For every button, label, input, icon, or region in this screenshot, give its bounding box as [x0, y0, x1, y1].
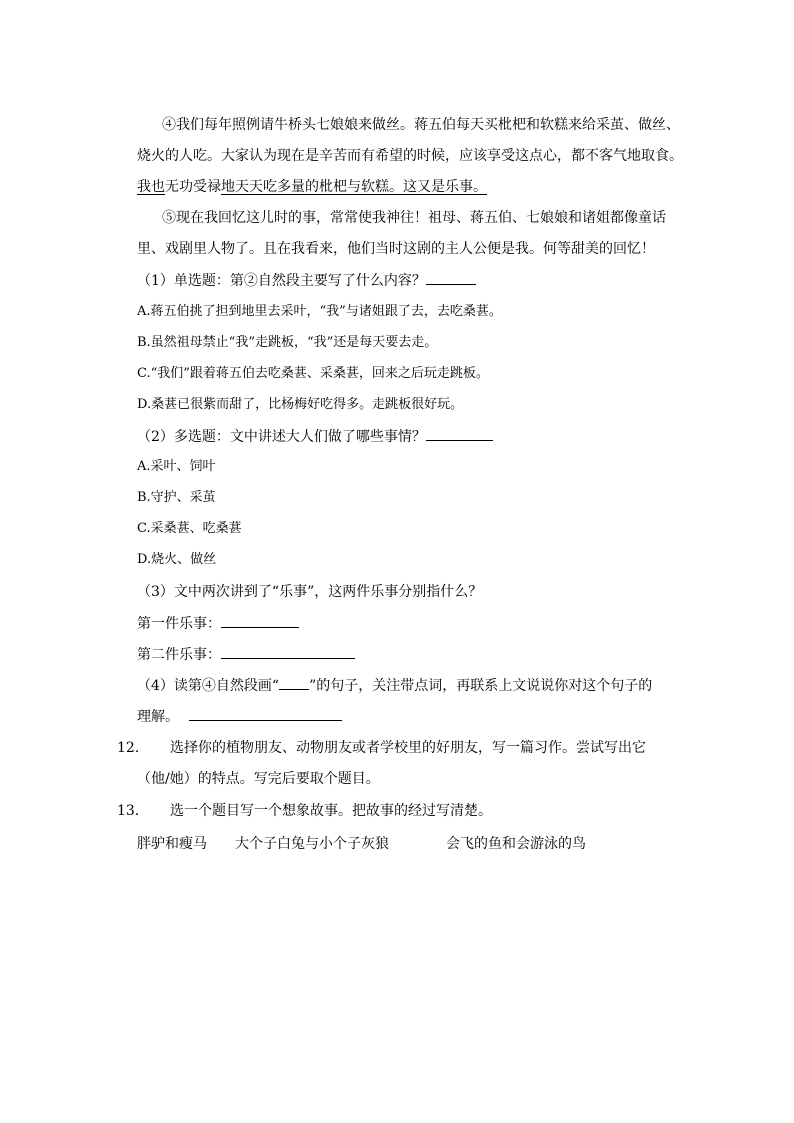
para5-line1: ⑤现在我回忆这儿时的事，常常使我神往！祖母、蒋五伯、七娘娘和诸姐都像童话 [162, 210, 666, 226]
q1-option-a: A.蒋五伯挑了担到地里去采叶，“我”与诸姐跟了去，去吃桑葚。 [137, 304, 502, 319]
q3-stem: （3）文中两次讲到了“乐事”，这两件乐事分别指什么？ [137, 584, 483, 600]
q3-second [137, 642, 355, 666]
q3-first-label: 第一件乐事： [137, 616, 221, 632]
para5-line2: 里、戏剧里人物了。且在我看来，他们当时这剧的主人公便是我。何等甜美的回忆！ [137, 241, 655, 257]
para4-dotted-word: 无功受禄 [165, 179, 221, 195]
q3-first [137, 611, 299, 635]
para4-line1: ④我们每年照例请牛桥头七娘娘来做丝。蒋五伯每天买枇杷和软糕来给采茧、做丝、 [162, 117, 680, 133]
q1-stem-text: （1）单选题：第②自然段主要写了什么内容？ [137, 273, 426, 289]
q12-line1 [117, 736, 646, 760]
q4-underline-sample [279, 673, 309, 690]
para4-underlined-start: 我也 [137, 179, 165, 195]
q2-option-a: A.采叶、饲叶 [137, 459, 216, 474]
q2-option-b: B.守护、采茧 [137, 490, 216, 505]
q4-line2 [137, 704, 342, 728]
q4-answer-blank[interactable] [189, 704, 342, 721]
q13-topic-1: 胖驴和瘦马 [137, 836, 207, 852]
q12-text: 选择你的植物朋友、动物朋友或者学校里的好朋友，写一篇习作。尝试写出它 [170, 740, 646, 756]
q1-answer-blank[interactable] [426, 268, 476, 285]
q4-line1 [137, 673, 652, 697]
q1-option-d: D.桑葚已很紫而甜了，比杨梅好吃得多。走跳板很好玩。 [137, 397, 464, 412]
q13-number: 13． [117, 803, 149, 819]
q13-text: 选一个题目写一个想象故事。把故事的经过写清楚。 [170, 803, 492, 819]
q4-text-start: （4）读第④自然段画“ [137, 678, 280, 694]
q13-topic-2: 大个子白兔与小个子灰狼 [235, 836, 389, 852]
q12-number: 12． [117, 740, 149, 756]
q12-line2: （他/她）的特点。写完后要取个题目。 [137, 771, 380, 787]
q4-line2-label: 理解。 [137, 709, 179, 725]
q13-topic-3: 会飞的鱼和会游泳的鸟 [446, 836, 586, 852]
q1-option-c: C.“我们”跟着蒋五伯去吃桑葚、采桑葚，回来之后玩走跳板。 [137, 366, 489, 381]
para4-line3 [137, 175, 487, 199]
q4-text-end: ”的句子，关注带点词，再联系上文说说你对这个句子的 [309, 678, 653, 694]
q3-second-label: 第二件乐事： [137, 647, 221, 663]
q2-option-d: D.烧火、做丝 [137, 552, 217, 567]
q1-stem [137, 268, 476, 292]
q1-option-b: B.虽然祖母禁止“我”走跳板，“我”还是每天要去走。 [137, 335, 438, 350]
q3-first-blank[interactable] [221, 611, 299, 628]
q3-second-blank[interactable] [221, 642, 355, 659]
q13-line1 [117, 799, 492, 823]
q13-topics [0, 832, 794, 856]
para4-underlined-end: 地天天吃多量的枇杷与软糕。这又是乐事。 [221, 179, 487, 195]
q2-answer-blank[interactable] [426, 424, 493, 441]
q2-stem [137, 424, 493, 448]
q2-stem-text: （2）多选题：文中讲述大人们做了哪些事情？ [137, 429, 426, 445]
q2-option-c: C.采桑葚、吃桑葚 [137, 521, 242, 536]
para4-line2: 烧火的人吃。大家认为现在是辛苦而有希望的时候，应该享受这点心，都不客气地取食。 [137, 148, 683, 164]
